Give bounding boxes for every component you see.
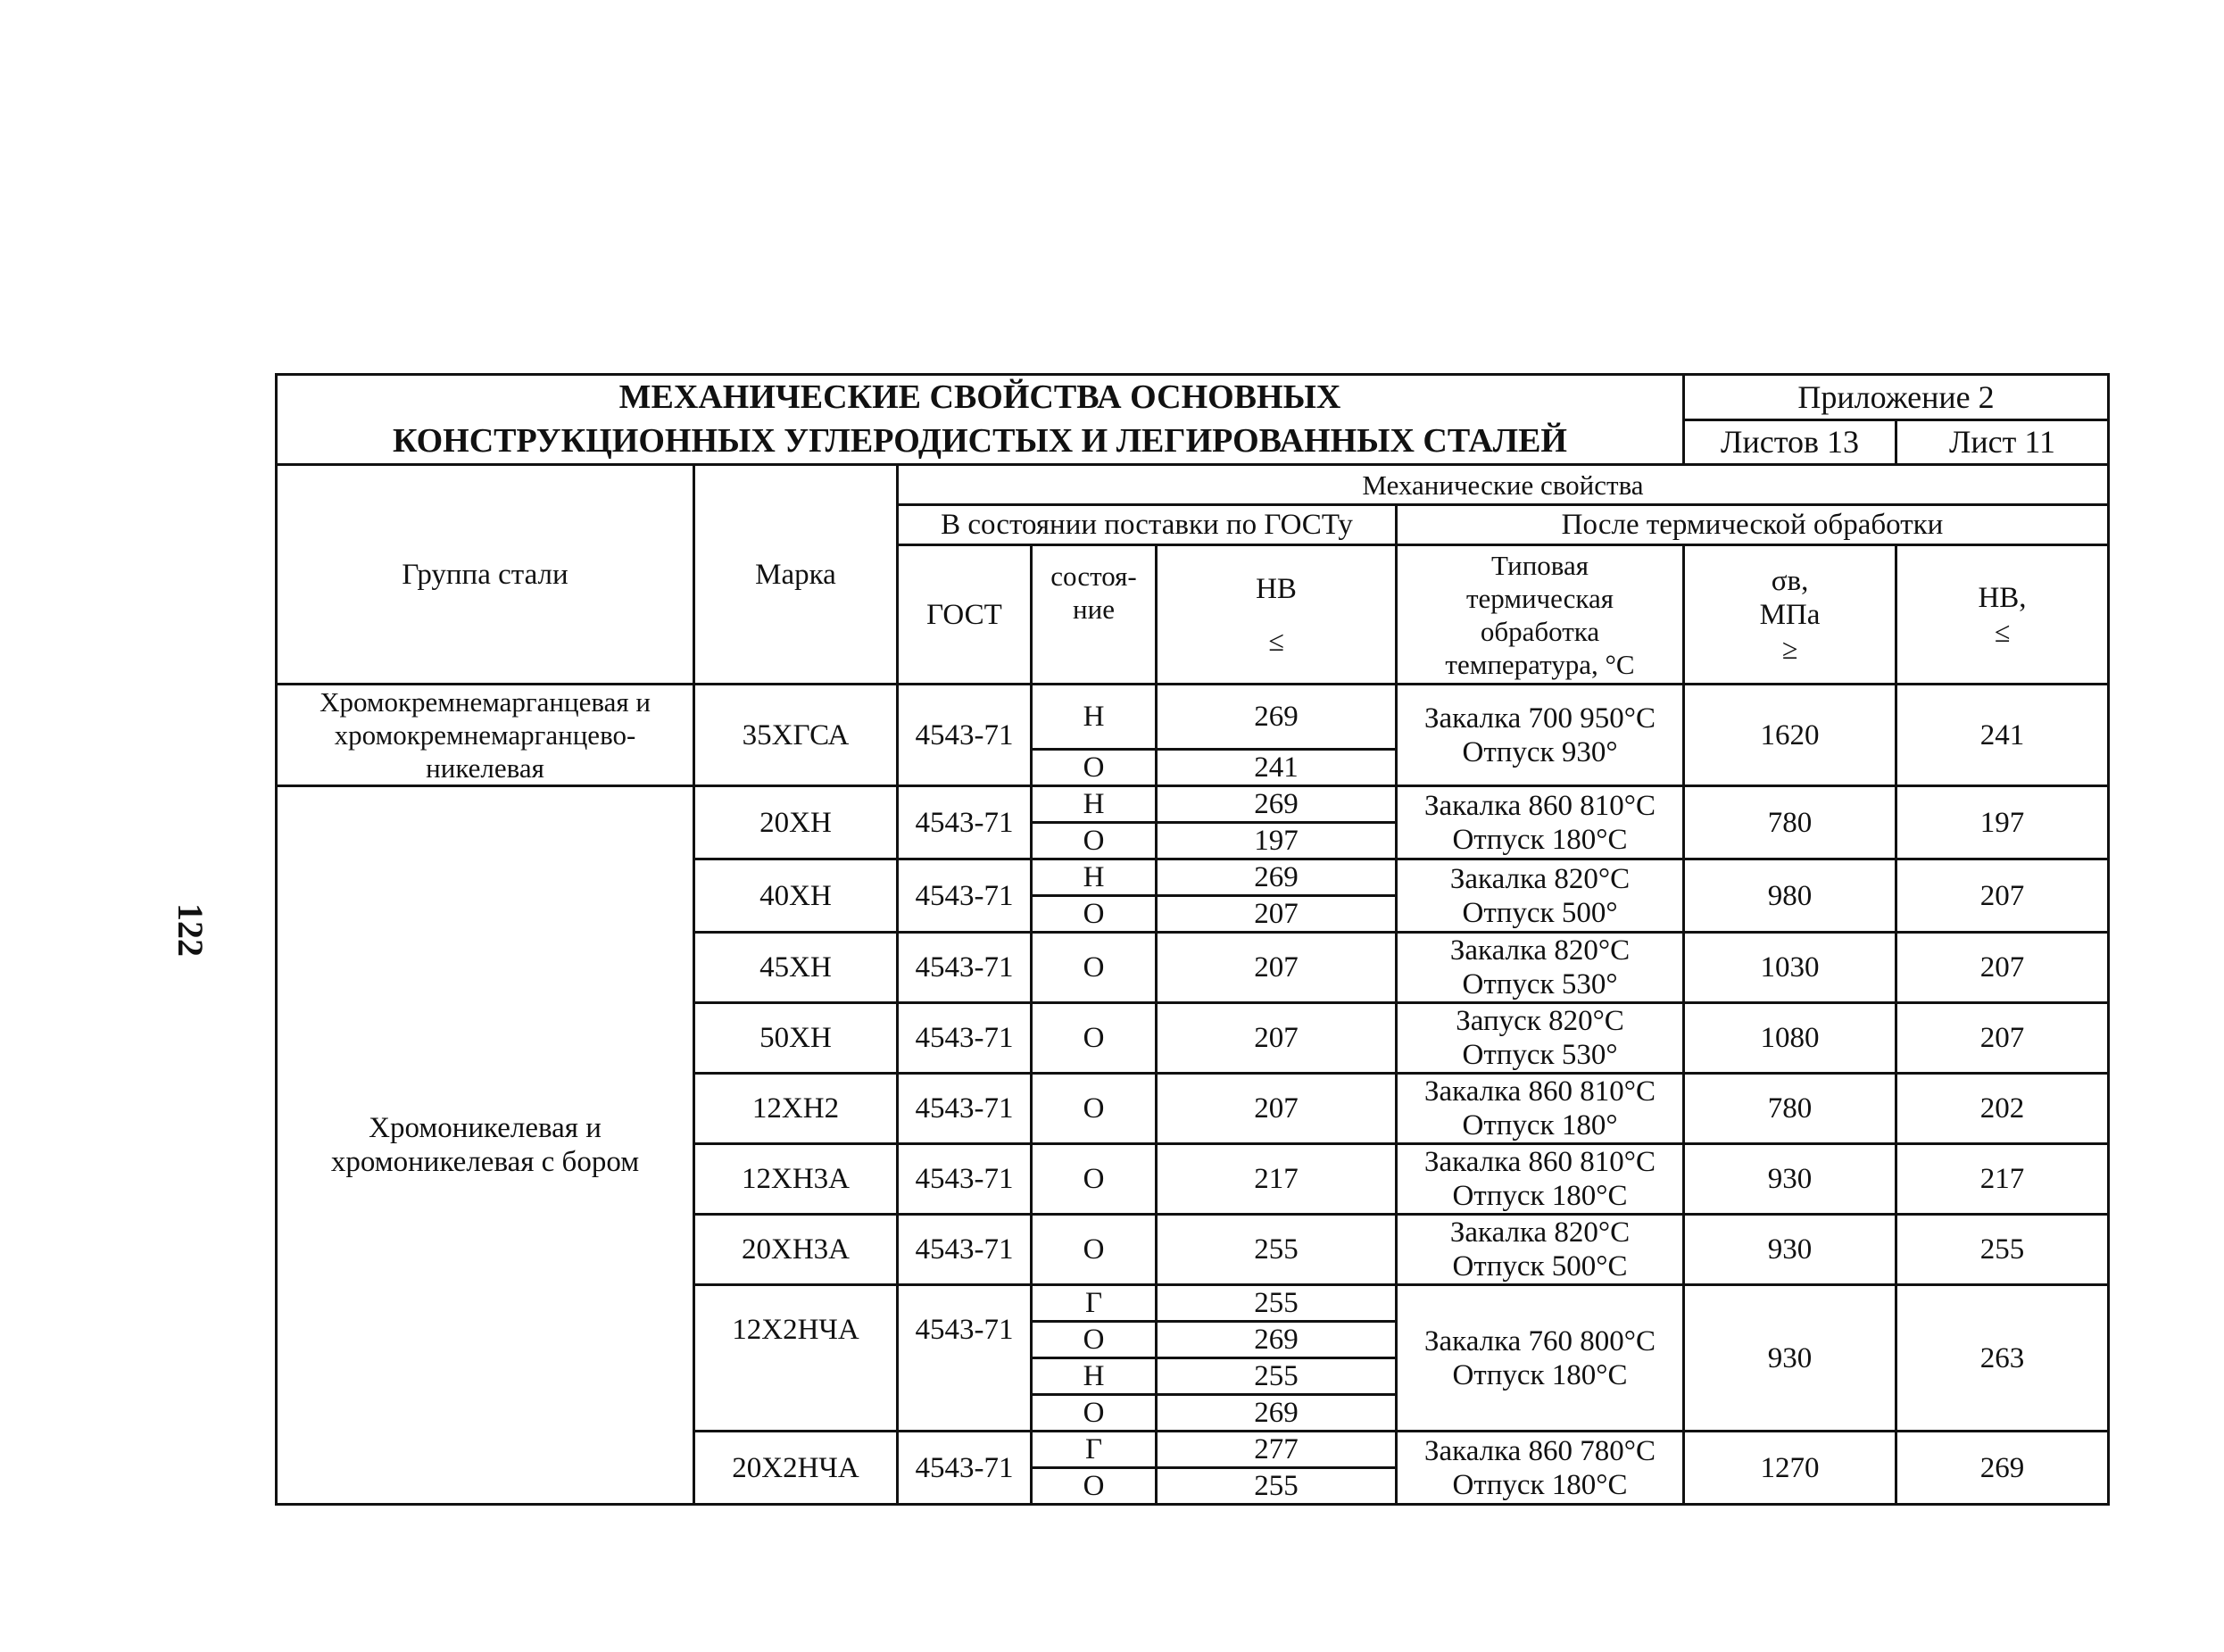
treat-line: Закалка 820°С bbox=[1449, 1216, 1631, 1249]
treat-line-4: температура, °С bbox=[1445, 648, 1635, 680]
grade-cell: 20ХН3А bbox=[694, 1215, 898, 1285]
state-cell: Г bbox=[1032, 1285, 1157, 1322]
col-grade-header: Марка bbox=[694, 465, 898, 685]
col-sigma-header bbox=[1684, 545, 1896, 685]
hb-cell: 277 bbox=[1157, 1432, 1397, 1468]
table-title bbox=[277, 375, 1684, 465]
treat-line: Отпуск 180°С bbox=[1452, 823, 1628, 856]
appendix-label: Приложение 2 bbox=[1684, 375, 2109, 420]
treat-line: Отпуск 180° bbox=[1462, 1109, 1618, 1141]
state-cell: Н bbox=[1032, 1358, 1157, 1395]
treat-line: Закалка 820°С bbox=[1449, 934, 1631, 967]
sigma-line-1: σв, bbox=[1771, 564, 1809, 597]
state-cell: Н bbox=[1032, 786, 1157, 823]
hb-cell: 269 bbox=[1157, 685, 1397, 750]
state-cell: О bbox=[1032, 1215, 1157, 1285]
hb-cell: 269 bbox=[1157, 1395, 1397, 1432]
gost-cell: 4543-71 bbox=[898, 933, 1032, 1003]
state-line-2: ние bbox=[1073, 593, 1115, 625]
sigma-cell: 930 bbox=[1684, 1215, 1896, 1285]
grade-cell: 20ХН bbox=[694, 786, 898, 859]
hb2-cell: 263 bbox=[1896, 1285, 2109, 1432]
sigma-cell: 1030 bbox=[1684, 933, 1896, 1003]
col-hb2-header bbox=[1896, 545, 2109, 685]
hb2-cell: 202 bbox=[1896, 1074, 2109, 1144]
grade-cell: 12ХН3А bbox=[694, 1144, 898, 1215]
hb2-cell: 207 bbox=[1896, 933, 2109, 1003]
sigma-cell: 1270 bbox=[1684, 1432, 1896, 1505]
treat-line-1: Типовая bbox=[1490, 549, 1589, 581]
gost-cell: 4543-71 bbox=[898, 1003, 1032, 1074]
treat-line: Закалка 860 780°С bbox=[1424, 1434, 1656, 1467]
sigma-cell: 780 bbox=[1684, 786, 1896, 859]
col-treatment-header bbox=[1397, 545, 1684, 685]
group-cell bbox=[277, 786, 694, 1505]
treat-line-2: термическая bbox=[1465, 582, 1614, 614]
sigma-cell: 930 bbox=[1684, 1285, 1896, 1432]
hb2-sym: ≤ bbox=[1994, 615, 2011, 648]
group-line: хромокремнемарганцево- bbox=[334, 719, 636, 751]
mech-props-header: Механические свойства bbox=[898, 465, 2109, 505]
treat-line: Отпуск 180°С bbox=[1452, 1180, 1628, 1212]
col-gost-header: ГОСТ bbox=[898, 545, 1032, 685]
treatment-cell bbox=[1397, 1003, 1684, 1074]
group-line: Хромоникелевая и bbox=[369, 1112, 602, 1144]
grade-cell: 20Х2НЧА bbox=[694, 1432, 898, 1505]
treat-line: Отпуск 930° bbox=[1462, 735, 1618, 768]
hb-cell: 255 bbox=[1157, 1285, 1397, 1322]
hb2-cell: 197 bbox=[1896, 786, 2109, 859]
hb-cell: 269 bbox=[1157, 1322, 1397, 1358]
hb-cell: 217 bbox=[1157, 1144, 1397, 1215]
treat-line: Закалка 700 950°С bbox=[1424, 701, 1656, 735]
treat-line: Отпуск 500°С bbox=[1452, 1250, 1628, 1283]
state-cell: О bbox=[1032, 1003, 1157, 1074]
sigma-cell: 980 bbox=[1684, 859, 1896, 933]
state-cell: О bbox=[1032, 1395, 1157, 1432]
hb2-cell: 207 bbox=[1896, 859, 2109, 933]
group-line: хромоникелевая с бором bbox=[330, 1146, 640, 1178]
col-state-header bbox=[1032, 545, 1157, 685]
hb-cell: 207 bbox=[1157, 1003, 1397, 1074]
treat-line-3: обработка bbox=[1480, 615, 1600, 647]
treatment-cell bbox=[1397, 1285, 1684, 1432]
sigma-sym: ≥ bbox=[1781, 632, 1798, 665]
state-cell: О bbox=[1032, 1322, 1157, 1358]
hb-cell: 241 bbox=[1157, 750, 1397, 786]
gost-cell: 4543-71 bbox=[898, 859, 1032, 933]
col-group-header: Группа стали bbox=[277, 465, 694, 685]
grade-cell: 12Х2НЧА bbox=[694, 1285, 898, 1432]
after-heat-header: После термической обработки bbox=[1397, 505, 2109, 545]
state-cell: Н bbox=[1032, 685, 1157, 750]
hb-cell: 207 bbox=[1157, 1074, 1397, 1144]
treat-line: Отпуск 180°С bbox=[1452, 1358, 1628, 1391]
grade-cell: 50ХН bbox=[694, 1003, 898, 1074]
treatment-cell bbox=[1397, 1074, 1684, 1144]
hb-cell: 255 bbox=[1157, 1468, 1397, 1505]
hb-cell: 207 bbox=[1157, 896, 1397, 933]
gost-cell: 4543-71 bbox=[898, 685, 1032, 786]
grade-cell: 40ХН bbox=[694, 859, 898, 933]
sheet-number: Лист 11 bbox=[1896, 419, 2109, 465]
treat-line: Отпуск 180°С bbox=[1452, 1468, 1628, 1501]
treat-line: Отпуск 500° bbox=[1462, 896, 1618, 929]
hb-cell: 255 bbox=[1157, 1215, 1397, 1285]
gost-cell: 4543-71 bbox=[898, 1285, 1032, 1432]
grade-cell: 45ХН bbox=[694, 933, 898, 1003]
state-cell: Г bbox=[1032, 1432, 1157, 1468]
treatment-cell bbox=[1397, 786, 1684, 859]
treat-line: Закалка 860 810°С bbox=[1424, 1146, 1656, 1178]
hb-cell: 269 bbox=[1157, 859, 1397, 896]
sigma-cell: 780 bbox=[1684, 1074, 1896, 1144]
hb2-cell: 241 bbox=[1896, 685, 2109, 786]
treatment-cell bbox=[1397, 1144, 1684, 1215]
group-line: Хромокремнемарганцевая и bbox=[319, 686, 651, 718]
treat-line: Отпуск 530° bbox=[1462, 968, 1618, 1000]
treatment-cell bbox=[1397, 685, 1684, 786]
treatment-cell bbox=[1397, 859, 1684, 933]
sigma-cell: 930 bbox=[1684, 1144, 1896, 1215]
hb2-label: НВ, bbox=[1978, 581, 2027, 614]
sigma-cell: 1620 bbox=[1684, 685, 1896, 786]
treatment-cell bbox=[1397, 1432, 1684, 1505]
treat-line: Закалка 820°С bbox=[1449, 862, 1631, 895]
hb-cell: 207 bbox=[1157, 933, 1397, 1003]
gost-cell: 4543-71 bbox=[898, 1074, 1032, 1144]
sheets-total: Листов 13 bbox=[1684, 419, 1896, 465]
hb2-cell: 207 bbox=[1896, 1003, 2109, 1074]
treat-line: Запуск 820°С bbox=[1456, 1005, 1624, 1037]
hb-cell: 197 bbox=[1157, 823, 1397, 859]
sigma-cell: 1080 bbox=[1684, 1003, 1896, 1074]
title-line-2: КОНСТРУКЦИОННЫХ УГЛЕРОДИСТЫХ И ЛЕГИРОВАННЫХ СТАЛЕЙ bbox=[393, 422, 1567, 460]
gost-cell: 4543-71 bbox=[898, 786, 1032, 859]
state-cell: О bbox=[1032, 750, 1157, 786]
hb-sym: ≤ bbox=[1268, 624, 1284, 657]
hb-cell: 269 bbox=[1157, 786, 1397, 823]
state-cell: О bbox=[1032, 1468, 1157, 1505]
treat-line: Закалка 860 810°С bbox=[1424, 789, 1656, 822]
title-line-1: МЕХАНИЧЕСКИЕ СВОЙСТВА ОСНОВНЫХ bbox=[618, 378, 1341, 416]
grade-cell: 12ХН2 bbox=[694, 1074, 898, 1144]
grade-cell: 35ХГСА bbox=[694, 685, 898, 786]
gost-cell: 4543-71 bbox=[898, 1215, 1032, 1285]
col-hb-header bbox=[1157, 545, 1397, 685]
state-cell: Н bbox=[1032, 859, 1157, 896]
hb-cell: 255 bbox=[1157, 1358, 1397, 1395]
treat-line: Закалка 860 810°С bbox=[1424, 1075, 1656, 1108]
treatment-cell bbox=[1397, 1215, 1684, 1285]
hb2-cell: 255 bbox=[1896, 1215, 2109, 1285]
hb2-cell: 217 bbox=[1896, 1144, 2109, 1215]
state-line-1: состоя- bbox=[1050, 560, 1137, 592]
page-number: 122 bbox=[170, 903, 211, 957]
state-cell: О bbox=[1032, 823, 1157, 859]
state-cell: О bbox=[1032, 933, 1157, 1003]
gost-cell: 4543-71 bbox=[898, 1432, 1032, 1505]
hb2-cell: 269 bbox=[1896, 1432, 2109, 1505]
treat-line: Отпуск 530° bbox=[1462, 1039, 1618, 1071]
treat-line: Закалка 760 800°С bbox=[1424, 1324, 1656, 1357]
treatment-cell bbox=[1397, 933, 1684, 1003]
delivery-header: В состоянии поставки по ГОСТу bbox=[898, 505, 1397, 545]
gost-cell: 4543-71 bbox=[898, 1144, 1032, 1215]
hb-label: НВ bbox=[1256, 572, 1297, 605]
group-cell bbox=[277, 685, 694, 786]
sigma-line-2: МПа bbox=[1759, 598, 1821, 631]
group-line: никелевая bbox=[426, 752, 544, 784]
steel-properties-table bbox=[275, 373, 2110, 1506]
state-cell: О bbox=[1032, 896, 1157, 933]
state-cell: О bbox=[1032, 1074, 1157, 1144]
state-cell: О bbox=[1032, 1144, 1157, 1215]
